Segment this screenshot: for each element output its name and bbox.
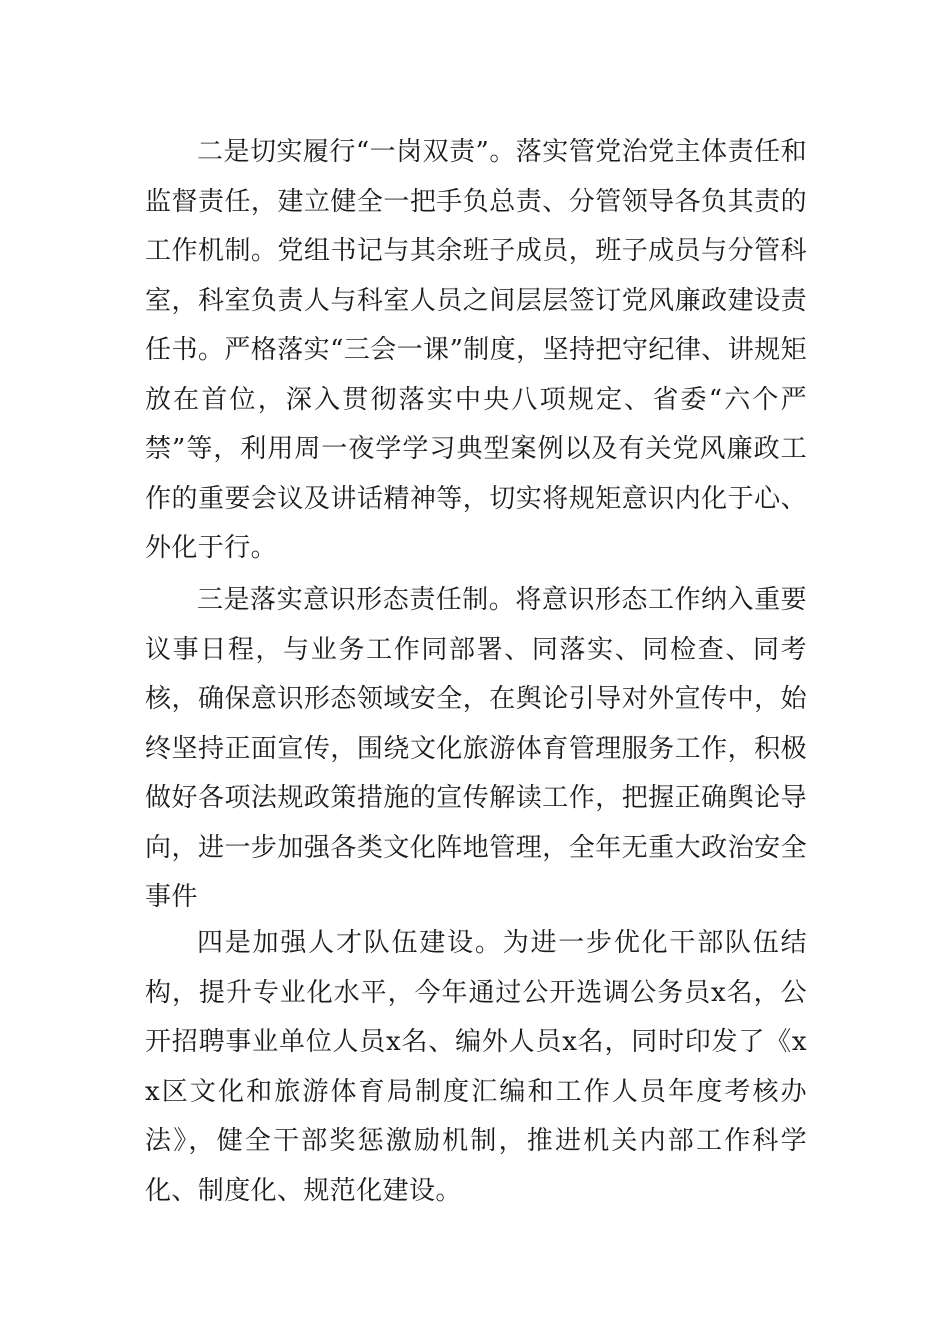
paragraph-ideology: 三是落实意识形态责任制。将意识形态工作纳入重要议事日程，与业务工作同部署、同落实、同检查、同考核，确保意识形态领域安全，在舆论引导对外宣传中，始终坚持正面宣传，围绕文化旅游体育管理服务工作，积极做好各项法规政策措施的宣传解读工作，把握正确舆论导向，进一步加强各类文化阵地管理，全年无重大政治安全事件 xyxy=(145,585,807,912)
paragraph-talent: 四是加强人才队伍建设。为进一步优化干部队伍结构，提升专业化水平，今年通过公开选调公务员x名，公开招聘事业单位人员x名、编外人员x名，同时印发了《xx区文化和旅游体育局制度汇编和工作人员年度考核办法》，健全干部奖惩激励机制，推进机关内部工作科学化、制度化、规范化建设。 xyxy=(145,928,807,1206)
paragraph-responsibility: 二是切实履行“一岗双责”。落实管党治党主体责任和监督责任，建立健全一把手负总责、分管领导各负其责的工作机制。党组书记与其余班子成员，班子成员与分管科室，科室负责人与科室人员之间层层签订党风廉政建设责任书。严格落实“三会一课”制度，坚持把守纪律、讲规矩放在首位，深入贯彻落实中央八项规定、省委“六个严禁”等，利用周一夜学学习典型案例以及有关党风廉政工作的重要会议及讲话精神等，切实将规矩意识内化于心、外化于行。 xyxy=(145,137,807,563)
